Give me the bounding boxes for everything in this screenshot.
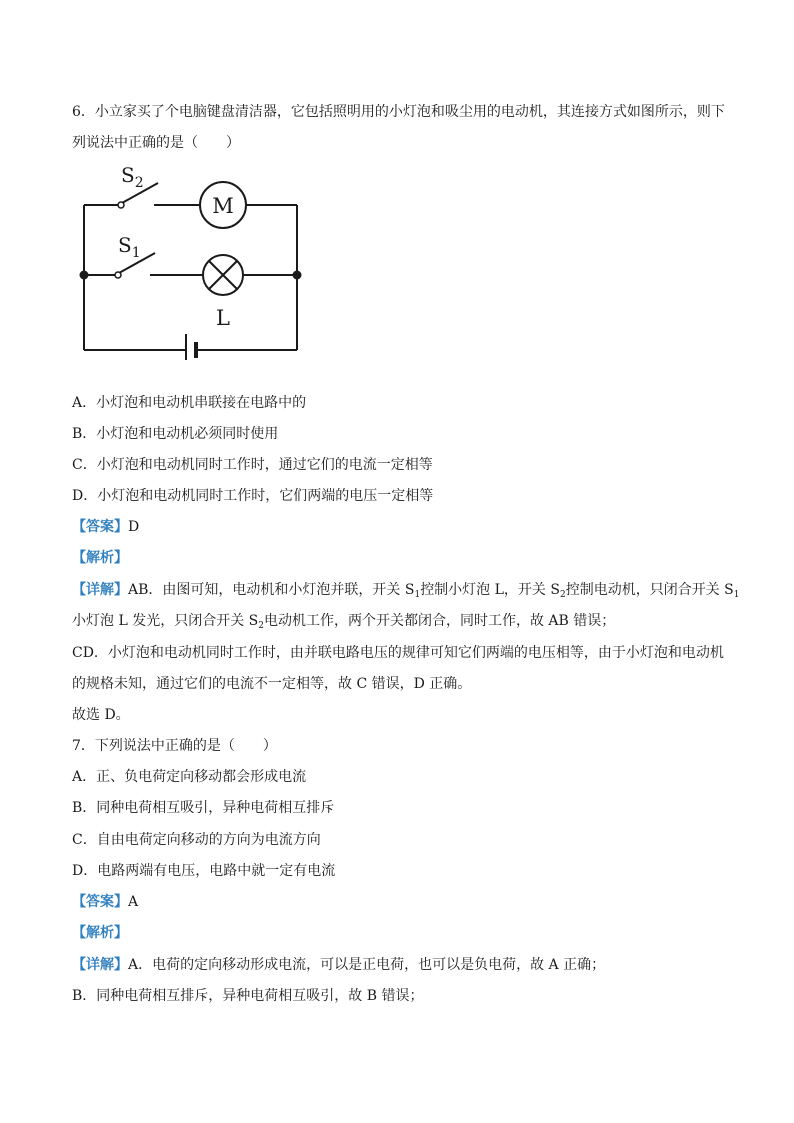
q7-stem: 7．下列说法中正确的是（ ） [72,738,277,754]
q6-analysis-label: 【解析】 [72,550,128,566]
q6-detail-line-3: CD．小灯泡和电动机同时工作时，由并联电路电压的规律可知它们两端的电压相等，由于小灯泡和电动机 [72,645,724,661]
q6-detail-label: 【详解】 [72,582,128,598]
q6-conclusion: 故选 D。 [72,707,130,723]
lamp-label: L [216,306,230,330]
s1-contact [115,272,121,278]
q7-option-c: C．自由电荷定向移动的方向为电流方向 [72,832,321,848]
q6-detail-line-4: 的规格未知，通过它们的电流不一定相等，故 C 错误，D 正确。 [72,676,472,692]
circuit-diagram [72,160,312,360]
q6-option-d: D．小灯泡和电动机同时工作时，它们两端的电压一定相等 [72,488,434,504]
q6-stem-line-2: 列说法中正确的是（ ） [72,135,240,151]
s2-contact [118,202,124,208]
q7-analysis-label: 【解析】 [72,925,128,941]
left-junction-dot [80,271,89,280]
q7-option-d: D．电路两端有电压，电路中就一定有电流 [72,863,336,879]
q7-answer [72,892,138,912]
q6-detail-line-1: 【详解】AB．由图可知，电动机和小灯泡并联，开关 $S_1$控制小灯泡 L，开关 $S_2$控制电动机，只闭合开关 $S_1$ [72,582,740,600]
q6-option-c: C．小灯泡和电动机同时工作时，通过它们的电流一定相等 [72,457,433,473]
s1-label: $S_1$ [118,233,141,261]
q7-detail-label: 【详解】 [72,957,128,973]
q6-answer [72,517,139,537]
q7-option-b: B．同种电荷相互吸引，异种电荷相互排斥 [72,800,335,816]
q6-answer-label: 【答案】 [72,519,128,535]
q7-detail-line-1: 【详解】A．电荷的定向移动形成电流，可以是正电荷，也可以是负电荷，故 A 正确； [72,957,606,973]
q7-option-a: A．正、负电荷定向移动都会形成电流 [72,769,307,785]
q6-answer-value: D [128,519,140,535]
q6-option-a: A．小灯泡和电动机串联接在电路中的 [72,395,307,411]
q7-answer-value: A [128,894,139,910]
q6-option-b: B．小灯泡和电动机必须同时使用 [72,426,279,442]
q6-stem-line-1: 6．小立家买了个电脑键盘清洁器，它包括照明用的小灯泡和吸尘用的电动机，其连接方式如图所示，则下 [72,104,725,120]
right-junction-dot [293,271,302,280]
q6-detail-line-2: 小灯泡 L 发光，只闭合开关 $S_2$电动机工作，两个开关都闭合，同时工作，故 AB 错误； [72,613,616,631]
q7-answer-label: 【答案】 [72,894,128,910]
q7-detail-line-2: B．同种电荷相互排斥，异种电荷相互吸引，故 B 错误； [72,988,424,1004]
motor-label: M [212,194,234,218]
s2-label: $S_2$ [121,163,144,191]
